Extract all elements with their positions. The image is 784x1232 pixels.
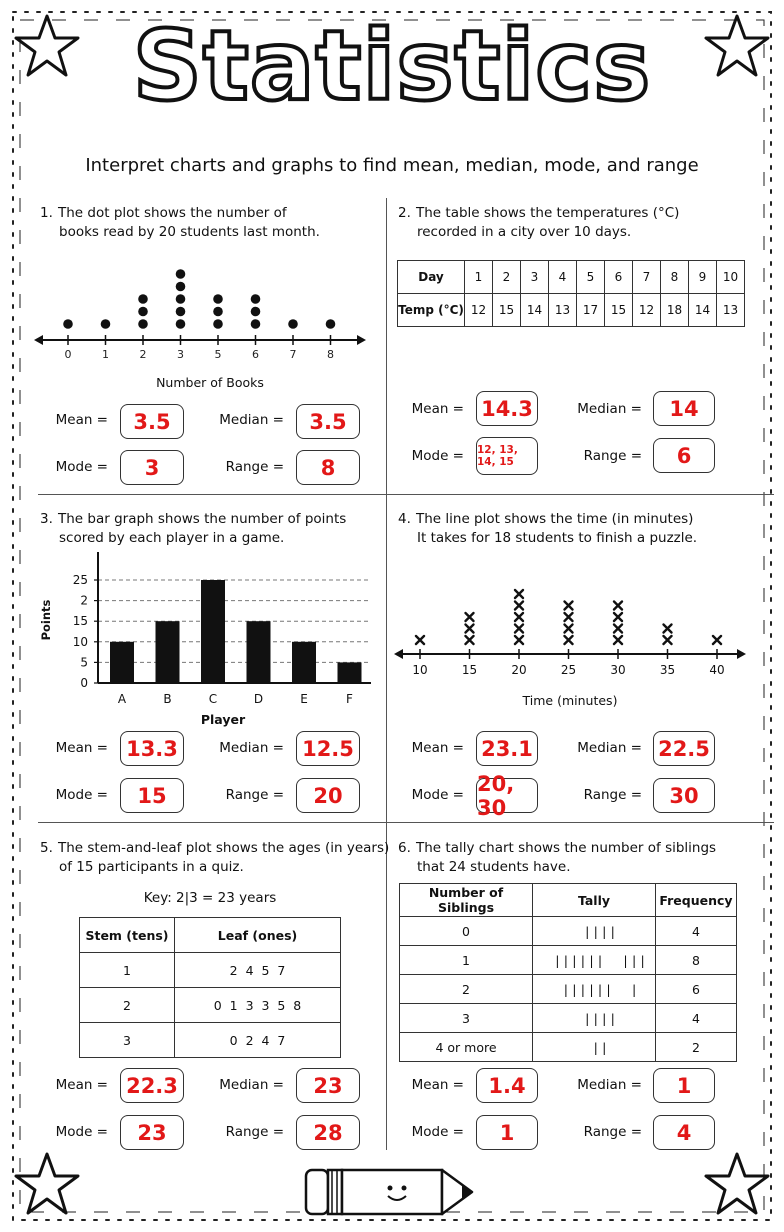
- tally-row: [400, 946, 737, 975]
- q5-mode-answer: 23: [120, 1115, 184, 1150]
- star-icon: [12, 1150, 82, 1220]
- data-dot: [288, 319, 298, 329]
- q2-mean-label: Mean =: [411, 401, 464, 417]
- q2-median-answer: 14: [653, 391, 715, 426]
- line-plot: [390, 570, 760, 715]
- q1-mode-answer: 3: [120, 450, 184, 485]
- data-dot: [176, 294, 186, 304]
- temp-cell: 15: [493, 294, 521, 327]
- tick-label: 35: [659, 663, 676, 677]
- tally-header: Tally: [533, 884, 656, 917]
- tick-label: 5: [214, 348, 222, 361]
- frequency-cell: 4: [656, 1004, 737, 1033]
- x-mark: [565, 613, 573, 621]
- x-mark: [466, 625, 474, 633]
- q1-mean-label: Mean =: [55, 412, 108, 428]
- y-tick-label: 15: [72, 614, 88, 629]
- q3-range-label: Range =: [225, 787, 284, 803]
- q4-median-answer: 22.5: [653, 731, 715, 766]
- day-cell: 1: [465, 261, 493, 294]
- data-dot: [326, 319, 336, 329]
- q3-median-label: Median =: [219, 740, 284, 756]
- grid-divider-horizontal: [38, 822, 774, 823]
- leaf-cell: 0 1 3 3 5 8: [175, 988, 341, 1023]
- q6-mode-label: Mode =: [411, 1124, 464, 1140]
- x-mark: [664, 636, 672, 644]
- q2-mode-answer: 12, 13, 14, 15: [476, 437, 538, 475]
- tally-chart: [399, 883, 737, 1062]
- x-mark: [515, 590, 523, 598]
- q2-mean-answer: 14.3: [476, 391, 538, 426]
- q3-mean-label: Mean =: [55, 740, 108, 756]
- data-dot: [138, 307, 148, 317]
- frequency-cell: 4: [656, 917, 737, 946]
- data-dot: [251, 307, 261, 317]
- question-1-text: 1. The dot plot shows the number of books read by 20 students last month.: [40, 205, 320, 240]
- frequency-cell: 8: [656, 946, 737, 975]
- day-cell: 5: [577, 261, 605, 294]
- data-dot: [138, 294, 148, 304]
- axis-arrow-right: [737, 649, 746, 659]
- x-tick-label: A: [117, 692, 127, 706]
- q5-median-answer: 23: [296, 1068, 360, 1103]
- page-title: Statistics: [132, 10, 652, 122]
- siblings-cell: 0: [400, 917, 533, 946]
- pencil-icon: [300, 1162, 490, 1222]
- x-tick-label: C: [208, 692, 218, 706]
- tick-label: 30: [610, 663, 626, 677]
- tally-marks: |||||| |: [533, 975, 656, 1004]
- x-mark: [466, 613, 474, 621]
- data-dot: [251, 319, 261, 329]
- tick-label: 2: [139, 348, 147, 361]
- x-mark: [515, 625, 523, 633]
- x-mark: [664, 625, 672, 633]
- stem-cell: 3: [80, 1023, 175, 1058]
- day-row: [398, 261, 745, 294]
- leaf-cell: 0 2 4 7: [175, 1023, 341, 1058]
- day-cell: 9: [689, 261, 717, 294]
- tally-marks: ||||: [533, 1004, 656, 1033]
- y-tick-label: 10: [72, 634, 88, 649]
- data-dot: [176, 307, 186, 317]
- q6-median-label: Median =: [577, 1077, 642, 1093]
- leaf-cell: 2 4 5 7: [175, 953, 341, 988]
- x-mark: [565, 602, 573, 610]
- stem-leaf-table: [79, 917, 341, 1058]
- bar: [156, 621, 180, 683]
- temp-row: [398, 294, 745, 327]
- temp-cell: 17: [577, 294, 605, 327]
- bar: [201, 580, 225, 683]
- q2-median-label: Median =: [577, 401, 642, 417]
- q4-median-label: Median =: [577, 740, 642, 756]
- x-mark: [515, 613, 523, 621]
- temp-cell: 14: [689, 294, 717, 327]
- tally-marks: ||||: [533, 917, 656, 946]
- x-mark: [416, 636, 424, 644]
- x-axis-label: Player: [200, 712, 246, 727]
- q6-range-label: Range =: [583, 1124, 642, 1140]
- tick-label: 3: [177, 348, 184, 361]
- x-axis-label: Time (minutes): [522, 693, 618, 708]
- day-cell: 8: [661, 261, 689, 294]
- temp-cell: 18: [661, 294, 689, 327]
- data-dot: [213, 294, 223, 304]
- q1-mean-answer: 3.5: [120, 404, 184, 439]
- q1-median-answer: 3.5: [296, 404, 360, 439]
- frequency-header: Frequency: [656, 884, 737, 917]
- frequency-cell: 2: [656, 1033, 737, 1062]
- stem-header: Stem (tens): [80, 918, 175, 953]
- question-5-text: 5. The stem-and-leaf plot shows the ages (in years) of 15 participants in a quiz.: [40, 840, 390, 875]
- x-tick-label: E: [300, 692, 308, 706]
- tick-label: 15: [461, 663, 478, 677]
- q5-median-label: Median =: [219, 1077, 284, 1093]
- data-dot: [176, 319, 186, 329]
- x-axis-label: Number of Books: [156, 375, 264, 390]
- q1-range-answer: 8: [296, 450, 360, 485]
- q1-range-label: Range =: [225, 459, 284, 475]
- question-2-text: 2. The table shows the temperatures (°C) recorded in a city over 10 days.: [398, 205, 680, 240]
- question-3-text: 3. The bar graph shows the number of points scored by each player in a game.: [40, 511, 347, 546]
- page-subtitle: Interpret charts and graphs to find mean, median, mode, and range: [85, 155, 699, 176]
- stem-leaf-row: [80, 1023, 341, 1058]
- tick-label: 7: [289, 348, 297, 361]
- q1-median-label: Median =: [219, 412, 284, 428]
- data-dot: [213, 319, 223, 329]
- q1-mode-label: Mode =: [55, 459, 108, 475]
- tick-label: 0: [64, 348, 72, 361]
- q6-mode-answer: 1: [476, 1115, 538, 1150]
- data-dot: [251, 294, 261, 304]
- q3-range-answer: 20: [296, 778, 360, 813]
- data-dot: [101, 319, 111, 329]
- tick-label: 40: [709, 663, 725, 677]
- q6-range-answer: 4: [653, 1115, 715, 1150]
- question-6-text: 6. The tally chart shows the number of siblings that 24 students have.: [398, 840, 717, 875]
- tick-label: 6: [252, 348, 259, 361]
- y-axis-label: Points: [39, 599, 53, 641]
- x-mark: [614, 602, 622, 610]
- data-dot: [63, 319, 73, 329]
- temp-cell: 13: [549, 294, 577, 327]
- siblings-cell: 1: [400, 946, 533, 975]
- tick-label: 20: [511, 663, 527, 677]
- x-mark: [713, 636, 721, 644]
- y-tick-label: 25: [72, 573, 88, 587]
- tick-label: 25: [560, 663, 577, 677]
- q5-mode-label: Mode =: [55, 1124, 108, 1140]
- data-dot: [213, 307, 223, 317]
- x-mark: [614, 625, 622, 633]
- grid-divider-vertical: [386, 198, 387, 1150]
- q5-mean-answer: 22.3: [120, 1068, 184, 1103]
- q6-median-answer: 1: [653, 1068, 715, 1103]
- star-icon: [702, 1150, 772, 1220]
- q6-mean-answer: 1.4: [476, 1068, 538, 1103]
- day-cell: 10: [717, 261, 745, 294]
- bar-graph: [36, 550, 381, 735]
- tick-label: 10: [412, 663, 428, 677]
- siblings-cell: 4 or more: [400, 1033, 533, 1062]
- q4-mean-label: Mean =: [411, 740, 464, 756]
- stem-leaf-row: [80, 988, 341, 1023]
- tally-marks: ||: [533, 1033, 656, 1062]
- temp-cell: 13: [717, 294, 745, 327]
- day-cell: 4: [549, 261, 577, 294]
- q3-mean-answer: 13.3: [120, 731, 184, 766]
- x-mark: [515, 602, 523, 610]
- grid-divider-horizontal: [38, 494, 774, 495]
- x-mark: [515, 636, 523, 644]
- temp-cell: 15: [605, 294, 633, 327]
- q3-mode-label: Mode =: [55, 787, 108, 803]
- temp-cell: 14: [521, 294, 549, 327]
- x-mark: [565, 625, 573, 633]
- q3-mode-answer: 15: [120, 778, 184, 813]
- data-dot: [176, 282, 186, 292]
- q6-mean-label: Mean =: [411, 1077, 464, 1093]
- q4-mean-answer: 23.1: [476, 731, 538, 766]
- bar: [292, 642, 316, 683]
- day-cell: 3: [521, 261, 549, 294]
- tally-row: [400, 975, 737, 1004]
- siblings-header: Number of Siblings: [400, 884, 533, 917]
- y-tick-label: 2: [80, 593, 88, 608]
- data-dot: [138, 319, 148, 329]
- y-tick-label: 0: [80, 676, 88, 690]
- question-4-text: 4. The line plot shows the time (in minutes) It takes for 18 students to finish a puzzle.: [398, 511, 698, 546]
- tally-row: [400, 1033, 737, 1062]
- axis-arrow-left: [394, 649, 403, 659]
- q5-range-label: Range =: [225, 1124, 284, 1140]
- siblings-cell: 3: [400, 1004, 533, 1033]
- bar: [338, 662, 362, 683]
- frequency-cell: 6: [656, 975, 737, 1004]
- q4-range-answer: 30: [653, 778, 715, 813]
- stem-cell: 2: [80, 988, 175, 1023]
- x-tick-label: B: [163, 692, 172, 706]
- day-cell: 6: [605, 261, 633, 294]
- day-cell: 7: [633, 261, 661, 294]
- temp-header: Temp (°C): [398, 294, 465, 327]
- q4-range-label: Range =: [583, 787, 642, 803]
- tally-row: [400, 917, 737, 946]
- q4-mode-answer: 20, 30: [476, 778, 538, 813]
- temperature-table: [397, 260, 745, 327]
- stem-cell: 1: [80, 953, 175, 988]
- x-mark: [565, 636, 573, 644]
- q3-median-answer: 12.5: [296, 731, 360, 766]
- data-dot: [176, 269, 186, 279]
- leaf-header: Leaf (ones): [175, 918, 341, 953]
- stem-leaf-key: Key: 2|3 = 23 years: [143, 890, 277, 906]
- q5-range-answer: 28: [296, 1115, 360, 1150]
- day-cell: 2: [493, 261, 521, 294]
- y-tick-label: 5: [80, 655, 88, 670]
- dot-plot: [30, 245, 370, 395]
- tally-marks: |||||| |||: [533, 946, 656, 975]
- x-tick-label: F: [346, 692, 353, 706]
- tally-row: [400, 1004, 737, 1033]
- bar: [247, 621, 271, 683]
- q2-range-label: Range =: [583, 448, 642, 464]
- tick-label: 8: [327, 348, 334, 361]
- day-header: Day: [398, 261, 465, 294]
- x-mark: [614, 636, 622, 644]
- siblings-cell: 2: [400, 975, 533, 1004]
- q5-mean-label: Mean =: [55, 1077, 108, 1093]
- bar: [110, 642, 134, 683]
- x-mark: [614, 613, 622, 621]
- temp-cell: 12: [465, 294, 493, 327]
- q4-mode-label: Mode =: [411, 787, 464, 803]
- x-mark: [466, 636, 474, 644]
- q2-range-answer: 6: [653, 438, 715, 473]
- stem-leaf-row: [80, 953, 341, 988]
- tick-label: 1: [102, 348, 109, 361]
- axis-arrow-right: [357, 335, 366, 345]
- axis-arrow-left: [34, 335, 43, 345]
- temp-cell: 12: [633, 294, 661, 327]
- q2-mode-label: Mode =: [411, 448, 464, 464]
- x-tick-label: D: [253, 692, 264, 706]
